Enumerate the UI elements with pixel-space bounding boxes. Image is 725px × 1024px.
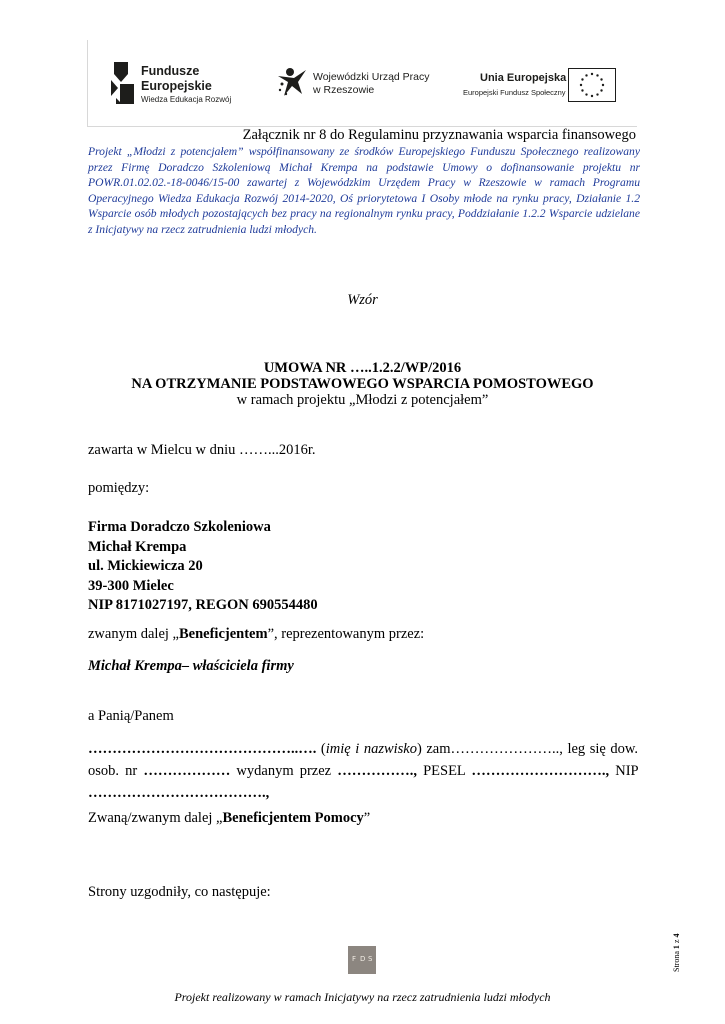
called-beneficiary — [88, 626, 424, 643]
eu-star-icon — [596, 74, 598, 76]
wup-logo-icon — [276, 64, 310, 100]
dots-id: ……………… — [143, 763, 231, 779]
eu-star-icon — [581, 78, 583, 80]
company-city: 39-300 Mielec — [88, 577, 174, 594]
eu-star-icon — [591, 95, 593, 97]
dots-name: ……………………………………..…. — [88, 741, 317, 757]
called-prefix: zwanym dalej „ — [88, 626, 179, 642]
page-of: z — [672, 939, 681, 944]
logo-fe-line2: Europejskie — [141, 79, 212, 93]
page-current: 1 — [672, 945, 681, 950]
issued-label: wydanym przez — [236, 763, 332, 779]
company-block — [88, 518, 318, 616]
company-owner: Michał Krempa — [88, 538, 187, 555]
page-total: 4 — [672, 933, 681, 938]
called-beneficiary-aid — [88, 810, 370, 827]
agreed-text: Strony uzgodniły, co następuje: — [88, 884, 271, 900]
fds-letter-d: D — [360, 955, 366, 963]
beneficiary-fill-in: ……………………………………..…. (imię i nazwisko) zam………………….., leg się dow. osob. nr ……………… wydanym przez ……………., PESEL ………………………., NIP ………………………………., — [88, 741, 639, 801]
representative: Michał Krempa– właściciela firmy — [88, 658, 294, 674]
eu-star-icon — [581, 89, 583, 91]
contract-title-line3: w ramach projektu „Młodzi z potencjałem” — [236, 392, 489, 408]
company-name: Firma Doradczo Szkoleniowa — [88, 519, 271, 535]
template-label: Wzór — [347, 292, 378, 308]
header-border-left — [87, 40, 88, 127]
contract-title-line2: NA OTRZYMANIE PODSTAWOWEGO WSPARCIA POMOSTOWEGO — [131, 376, 594, 392]
logo-wup-line1: Wojewódzki Urząd Pracy — [313, 71, 430, 83]
eu-star-icon — [600, 78, 602, 80]
eu-star-icon — [600, 89, 602, 91]
called2-prefix: Zwaną/zwanym dalej „ — [88, 810, 223, 826]
id-label: leg się dow. osob. nr — [88, 741, 639, 779]
page-number — [672, 934, 681, 972]
eu-star-icon — [596, 93, 598, 95]
dots-issued: ……………., — [337, 763, 417, 779]
fds-logo — [348, 946, 376, 974]
fds-letter-s: S — [368, 955, 373, 963]
name-label: imię i nazwisko — [325, 741, 417, 757]
logo-ue-line2: Europejski Fundusz Społeczny — [463, 88, 566, 97]
eu-star-icon — [580, 84, 582, 86]
eu-star-icon — [585, 74, 587, 76]
footer-text: Projekt realizowany w ramach Inicjatywy na rzecz zatrudnienia ludzi młodych — [174, 990, 551, 1004]
concluded-text: zawarta w Mielcu w dniu ……...2016r. — [88, 442, 316, 458]
logo-fe-line1: Fundusze — [141, 64, 200, 78]
contract-title-line1: UMOWA NR …..1.2.2/WP/2016 — [263, 360, 462, 376]
fundusze-europejskie-logo-icon — [108, 60, 136, 106]
fds-letter-f: F — [352, 955, 357, 963]
pesel-label: PESEL — [423, 763, 466, 779]
logo-wup-line2: w Rzeszowie — [313, 84, 375, 96]
eu-star-icon — [591, 73, 593, 75]
eu-flag-icon — [568, 68, 616, 102]
annex-title: Załącznik nr 8 do Regulaminu przyznawania wsparcia finansowego — [242, 127, 636, 143]
between-text: pomiędzy: — [88, 480, 150, 496]
page-prefix: Strona — [672, 951, 681, 972]
company-street: ul. Mickiewicza 20 — [88, 558, 203, 574]
project-description: Projekt „Młodzi z potencjałem” współfinansowany ze środków Europejskiego Funduszu Społecznego realizowany przez Firmę Doradczo Szkoleniową Michał Krempa na podstawie Umowy o dofinansowanie projektu nr POWR.01.02.02.-18-0046/15-00 zawartej z Wojewódzkim Urzędem Pracy w Rzeszowie w ramach Programu Operacyjnego Wiedza Edukacja Rozwój 2014-2020, Oś priorytetowa I Osoby młode na rynku pracy, Działanie 1.2 Wsparcie osób młodych pozostających bez pracy na regionalnym rynku pracy, Poddziałanie 1.2.2 Wsparcie udzielane z Inicjatywy na rzecz zatrudnienia ludzi młodych. — [88, 145, 640, 236]
dots-nip: ………………………………., — [88, 785, 270, 801]
called-suffix: ”, reprezentowanym przez: — [267, 626, 425, 642]
company-ids: NIP 8171027197, REGON 690554480 — [88, 597, 318, 613]
called-term: Beneficjentem — [179, 626, 268, 642]
contract-title — [0, 360, 725, 408]
and-person: a Panią/Panem — [88, 708, 174, 724]
eu-star-icon — [585, 93, 587, 95]
logo-fe-line3: Wiedza Edukacja Rozwój — [141, 95, 232, 104]
called2-suffix: ” — [363, 810, 371, 826]
logo-ue-line1: Unia Europejska — [480, 72, 567, 84]
called2-term: Beneficjentem Pomocy — [222, 810, 364, 826]
nip-label: NIP — [615, 763, 639, 779]
address-dots: zam………………….., — [426, 741, 563, 757]
dots-pesel: ………………………., — [471, 763, 610, 779]
eu-star-icon — [602, 84, 604, 86]
